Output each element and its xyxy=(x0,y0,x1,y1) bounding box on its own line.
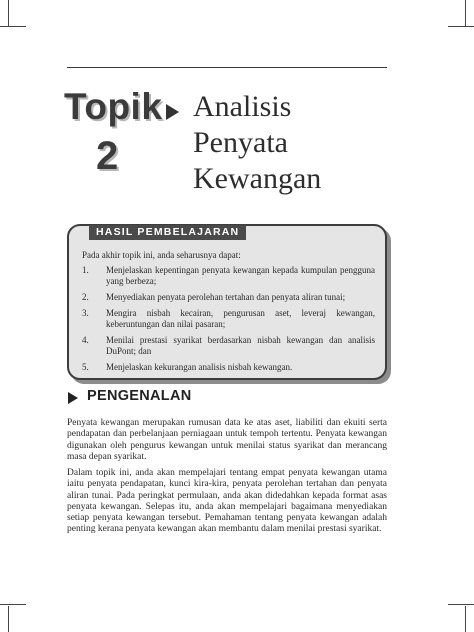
outcome-text: Menyediakan penyata perolehan tertahan dan penyata aliran tunai; xyxy=(106,292,346,302)
section-heading: PENGENALAN xyxy=(87,388,192,404)
chapter-title-line: Kewangan xyxy=(193,162,322,195)
outcome-number: 1. xyxy=(82,265,89,275)
crop-mark-top-right xyxy=(465,0,466,26)
topic-number: 2 xyxy=(96,134,119,178)
intro-paragraph: Dalam topik ini, anda akan mempelajari tentang empat penyata kewangan utama iaitu penyata pendapatan, kunci kira-kira, penyata perolehan tertahan dan penyata aliran tunai. Pada peringkat permulaan, anda akan didedahkan kepada format asas penyata kewangan. Selepas itu, anda akan mempelajari bagaimana menyediakan setiap penyata kewangan tersebut. Pemahaman tentang penyata kewangan adalah penting kerana penyata kewangan akan membantu dalam menilai prestasi syarikat. xyxy=(67,468,387,535)
section-arrow-icon xyxy=(68,392,78,404)
title-arrow-icon xyxy=(166,104,179,120)
outcome-text: Menjelaskan kepentingan penyata kewangan kepada kumpulan pengguna yang berbeza; xyxy=(106,265,375,286)
crop-mark-bottom-right-h xyxy=(448,604,474,605)
outcome-number: 4. xyxy=(82,335,89,345)
intro-paragraph: Penyata kewangan merupakan rumusan data ke atas aset, liabiliti dan ekuiti serta pendapatan dan perbelanjaan perniagaan untuk tempoh tertentu. Penyata kewangan digunakan oleh pengurus kewangan untuk menilai status syarikat dan merancang masa depan syarikat. xyxy=(67,418,387,462)
crop-mark-bottom-right xyxy=(465,606,466,632)
outcome-text: Menilai prestasi syarikat berdasarkan nisbah kewangan dan analisis DuPont; dan xyxy=(106,335,375,356)
crop-mark-top-left xyxy=(8,0,9,26)
topic-label: Topik xyxy=(64,86,163,127)
outcome-item xyxy=(82,362,375,373)
outcome-item xyxy=(82,265,375,287)
learning-outcomes-body xyxy=(82,250,375,378)
outcome-item xyxy=(82,308,375,330)
learning-outcomes-intro: Pada akhir topik ini, anda seharusnya dapat: xyxy=(82,250,241,260)
outcome-number: 2. xyxy=(82,292,89,302)
outcome-item xyxy=(82,292,375,303)
learning-outcomes-header: HASIL PEMBELAJARAN xyxy=(89,225,246,240)
outcome-number: 3. xyxy=(82,308,89,318)
header-rule xyxy=(67,67,387,68)
outcome-item xyxy=(82,335,375,357)
crop-mark-top-left-h xyxy=(0,26,26,27)
crop-mark-bottom-left xyxy=(8,606,9,632)
chapter-title-line: Penyata xyxy=(193,126,288,159)
outcome-text: Menjelaskan kekurangan analisis nisbah kewangan. xyxy=(106,362,293,372)
crop-mark-bottom-left-h xyxy=(0,604,26,605)
chapter-title-line: Analisis xyxy=(193,90,292,123)
outcome-number: 5. xyxy=(82,362,89,372)
crop-mark-top-right-h xyxy=(448,26,474,27)
outcome-text: Mengira nisbah kecairan, pengurusan aset, leveraj kewangan, keberuntungan dan nilai pasaran; xyxy=(106,308,375,329)
learning-outcomes-box xyxy=(67,224,387,380)
chapter-title xyxy=(193,89,393,197)
